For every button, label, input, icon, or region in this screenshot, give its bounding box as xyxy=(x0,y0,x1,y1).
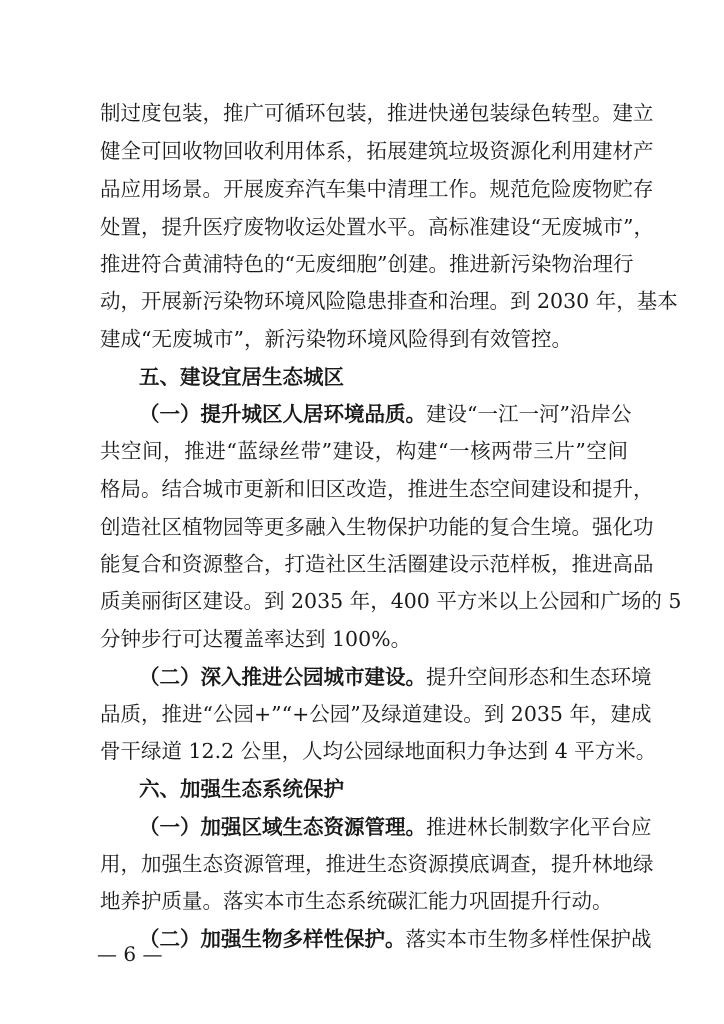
section-heading: 六、加强生态系统保护 xyxy=(139,777,344,801)
paragraph-line: 建成“无废城市”，新污染物环境风险得到有效管控。 xyxy=(100,327,572,351)
item-lead: （一）加强区域生态资源管理。 xyxy=(139,815,426,839)
paragraph-line: 地养护质量。落实本市生态系统碳汇能力巩固提升行动。 xyxy=(100,889,613,913)
section-heading: 五、建设宜居生态城区 xyxy=(139,365,344,389)
paragraph-line: 健全可回收物回收利用体系，拓展建筑垃圾资源化利用建材产 xyxy=(100,139,654,163)
item-first-line xyxy=(139,663,652,691)
item-lead: （二）深入推进公园城市建设。 xyxy=(139,665,426,689)
item-first-line xyxy=(139,925,652,953)
paragraph-line: 共空间，推进“蓝绿丝带”建设，构建“一核两带三片”空间 xyxy=(100,439,628,463)
item-first-line xyxy=(139,813,652,841)
item-text: 提升空间形态和生态环境 xyxy=(426,665,652,689)
paragraph-line: 制过度包装，推广可循环包装，推进快递包装绿色转型。建立 xyxy=(100,101,654,125)
paragraph-line: 能复合和资源整合，打造社区生活圈建设示范样板，推进高品 xyxy=(100,552,654,576)
item-text: 落实本市生物多样性保护战 xyxy=(405,927,652,951)
item-lead: （二）加强生物多样性保护。 xyxy=(139,927,406,951)
paragraph-line: 品质，推进“公园+”“+公园”及绿道建设。到 2035 年，建成 xyxy=(100,702,652,726)
item-first-line xyxy=(139,400,632,428)
paragraph-line: 分钟步行可达覆盖率达到 100%。 xyxy=(100,627,412,651)
item-text: 建设“一江一河”沿岸公 xyxy=(426,402,632,426)
paragraph-line: 格局。结合城市更新和旧区改造，推进生态空间建设和提升， xyxy=(100,477,654,501)
paragraph-line: 用，加强生态资源管理，推进生态资源摸底调查，提升林地绿 xyxy=(100,852,654,876)
item-text: 推进林长制数字化平台应 xyxy=(426,815,652,839)
item-lead: （一）提升城区人居环境品质。 xyxy=(139,402,426,426)
paragraph-line: 品应用场景。开展废弃汽车集中清理工作。规范危险废物贮存 xyxy=(100,177,654,201)
paragraph-line: 动，开展新污染物环境风险隐患排查和治理。到 2030 年，基本 xyxy=(100,289,678,313)
paragraph-line: 创造社区植物园等更多融入生物保护功能的复合生境。强化功 xyxy=(100,515,654,539)
paragraph-line: 质美丽街区建设。到 2035 年，400 平方米以上公园和广场的 5 xyxy=(100,589,682,613)
paragraph-line: 处置，提升医疗废物收运处置水平。高标准建设“无废城市”， xyxy=(100,215,654,239)
page-number: — 6 — xyxy=(97,942,163,966)
paragraph-line: 骨干绿道 12.2 公里，人均公园绿地面积力争达到 4 平方米。 xyxy=(100,739,657,763)
paragraph-line: 推进符合黄浦特色的“无废细胞”创建。推进新污染物治理行 xyxy=(100,252,634,276)
